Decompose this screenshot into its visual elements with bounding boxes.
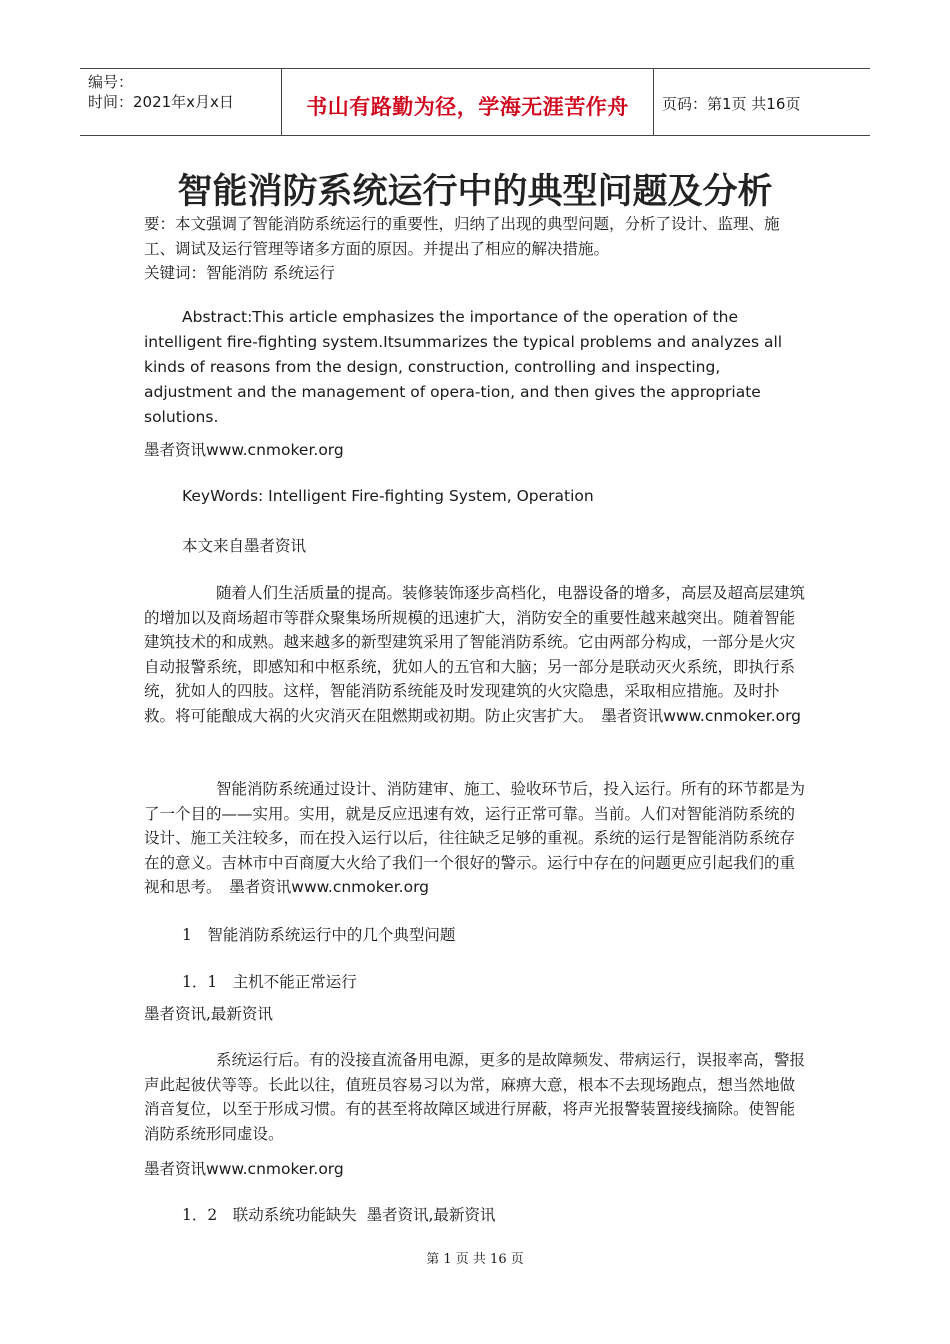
source-tag: 墨者资讯 — [144, 441, 207, 459]
news-tag: 墨者资讯,最新资讯 — [144, 1005, 273, 1023]
section-heading-1-1: 1．1 主机不能正常运行 — [182, 973, 357, 991]
keywords-en: KeyWords: Intelligent Fire-fighting System, Operation — [182, 487, 594, 505]
keywords-cn: 关键词：智能消防 系统运行 — [144, 264, 335, 282]
section-heading-1-2-text: 1．2 联动系统功能缺失 — [182, 1206, 357, 1224]
source-url: www.cnmoker.org — [206, 1160, 344, 1178]
section-heading-1-2 — [144, 1203, 810, 1228]
paragraph-1-text: 随着人们生活质量的提高。装修装饰逐步高档化，电器设备的增多，高层及超高层建筑的增加以及商场超市等群众聚集场所规模的迅速扩大，消防安全的重要性越来越突出。随着智能建筑技术的和成熟。越来越多的新型建筑采用了智能消防系统。它由两部分构成，一部分是火灾自动报警系统，即感知和中枢系统，犹如人的五官和大脑；另一部分是联动灭火系统，即执行系统，犹如人的四肢。这样，智能消防系统能及时发现建筑的火灾隐患，采取相应措施。及时扑救。将可能酿成大祸的火灾消灭在阻燃期或初期。防止灾害扩大。 — [144, 584, 806, 725]
paragraph-2-text: 智能消防系统通过设计、消防建审、施工、验收环节后，投入运行。所有的环节都是为了一个目的——实用。实用，就是反应迅速有效，运行正常可靠。当前。人们对智能消防系统的设计、施工关注较多，而在投入运行以后，往往缺乏足够的重视。系统的运行是智能消防系统存在的意义。吉林市中百商厦大火给了我们一个很好的警示。运行中存在的问题更应引起我们的重视和思考。 — [144, 780, 806, 896]
paragraph-2 — [144, 777, 810, 900]
header-page-cell — [654, 69, 870, 135]
summary: 要：本文强调了智能消防系统运行的重要性，归纳了出现的典型问题，分析了设计、监理、施工、调试及运行管理等诸多方面的原因。并提出了相应的解决措施。 — [144, 215, 780, 258]
section-heading-1: 1 智能消防系统运行中的几个典型问题 — [182, 926, 456, 944]
news-tag: 墨者资讯,最新资讯 — [366, 1206, 496, 1224]
source-tag: 墨者资讯 — [229, 878, 292, 896]
page-title: 智能消防系统运行中的典型问题及分析 — [177, 172, 773, 212]
source-url: www.cnmoker.org — [291, 878, 430, 896]
paragraph-1 — [144, 581, 810, 728]
source-line-2 — [144, 1157, 810, 1183]
source-url: www.cnmoker.org — [206, 441, 344, 459]
time-label: 时间：2021年x月x日 — [88, 93, 234, 111]
source-tag: 墨者资讯 — [601, 706, 664, 725]
header-table — [80, 68, 870, 136]
number-label: 编号： — [88, 73, 134, 91]
source-url: www.cnmoker.org — [663, 706, 802, 725]
source-line-1 — [144, 438, 810, 464]
abstract-en: Abstract:This article emphasizes the importance of the operation of the intelligent fire-fighting system.Itsummarizes the typical problems and analyzes all kinds of reasons from the design, construction, controlling and inspecting, adjustment and the management of opera-tion, and then gives the appropriate solutions. — [144, 308, 783, 426]
header-motto-cell — [282, 69, 654, 135]
page-info: 页码：第1页 共16页 — [662, 95, 801, 113]
source-line: 本文来自墨者资讯 — [182, 537, 307, 555]
paragraph-3: 系统运行后。有的没接直流备用电源，更多的是故障频发、带病运行，误报率高，警报声此起彼伏等等。长此以往，值班员容易习以为常，麻痹大意，根本不去现场跑点，想当然地做消音复位，以至于形成习惯。有的甚至将故障区域进行屏蔽，将声光报警装置接线摘除。使智能消防系统形同虚设。 — [144, 1051, 806, 1143]
header-meta-cell — [80, 69, 282, 135]
page-footer: 第 1 页 共 16 页 — [426, 1252, 524, 1267]
source-tag: 墨者资讯 — [144, 1160, 207, 1178]
motto: 书山有路勤为径，学海无涯苦作舟 — [306, 95, 629, 119]
